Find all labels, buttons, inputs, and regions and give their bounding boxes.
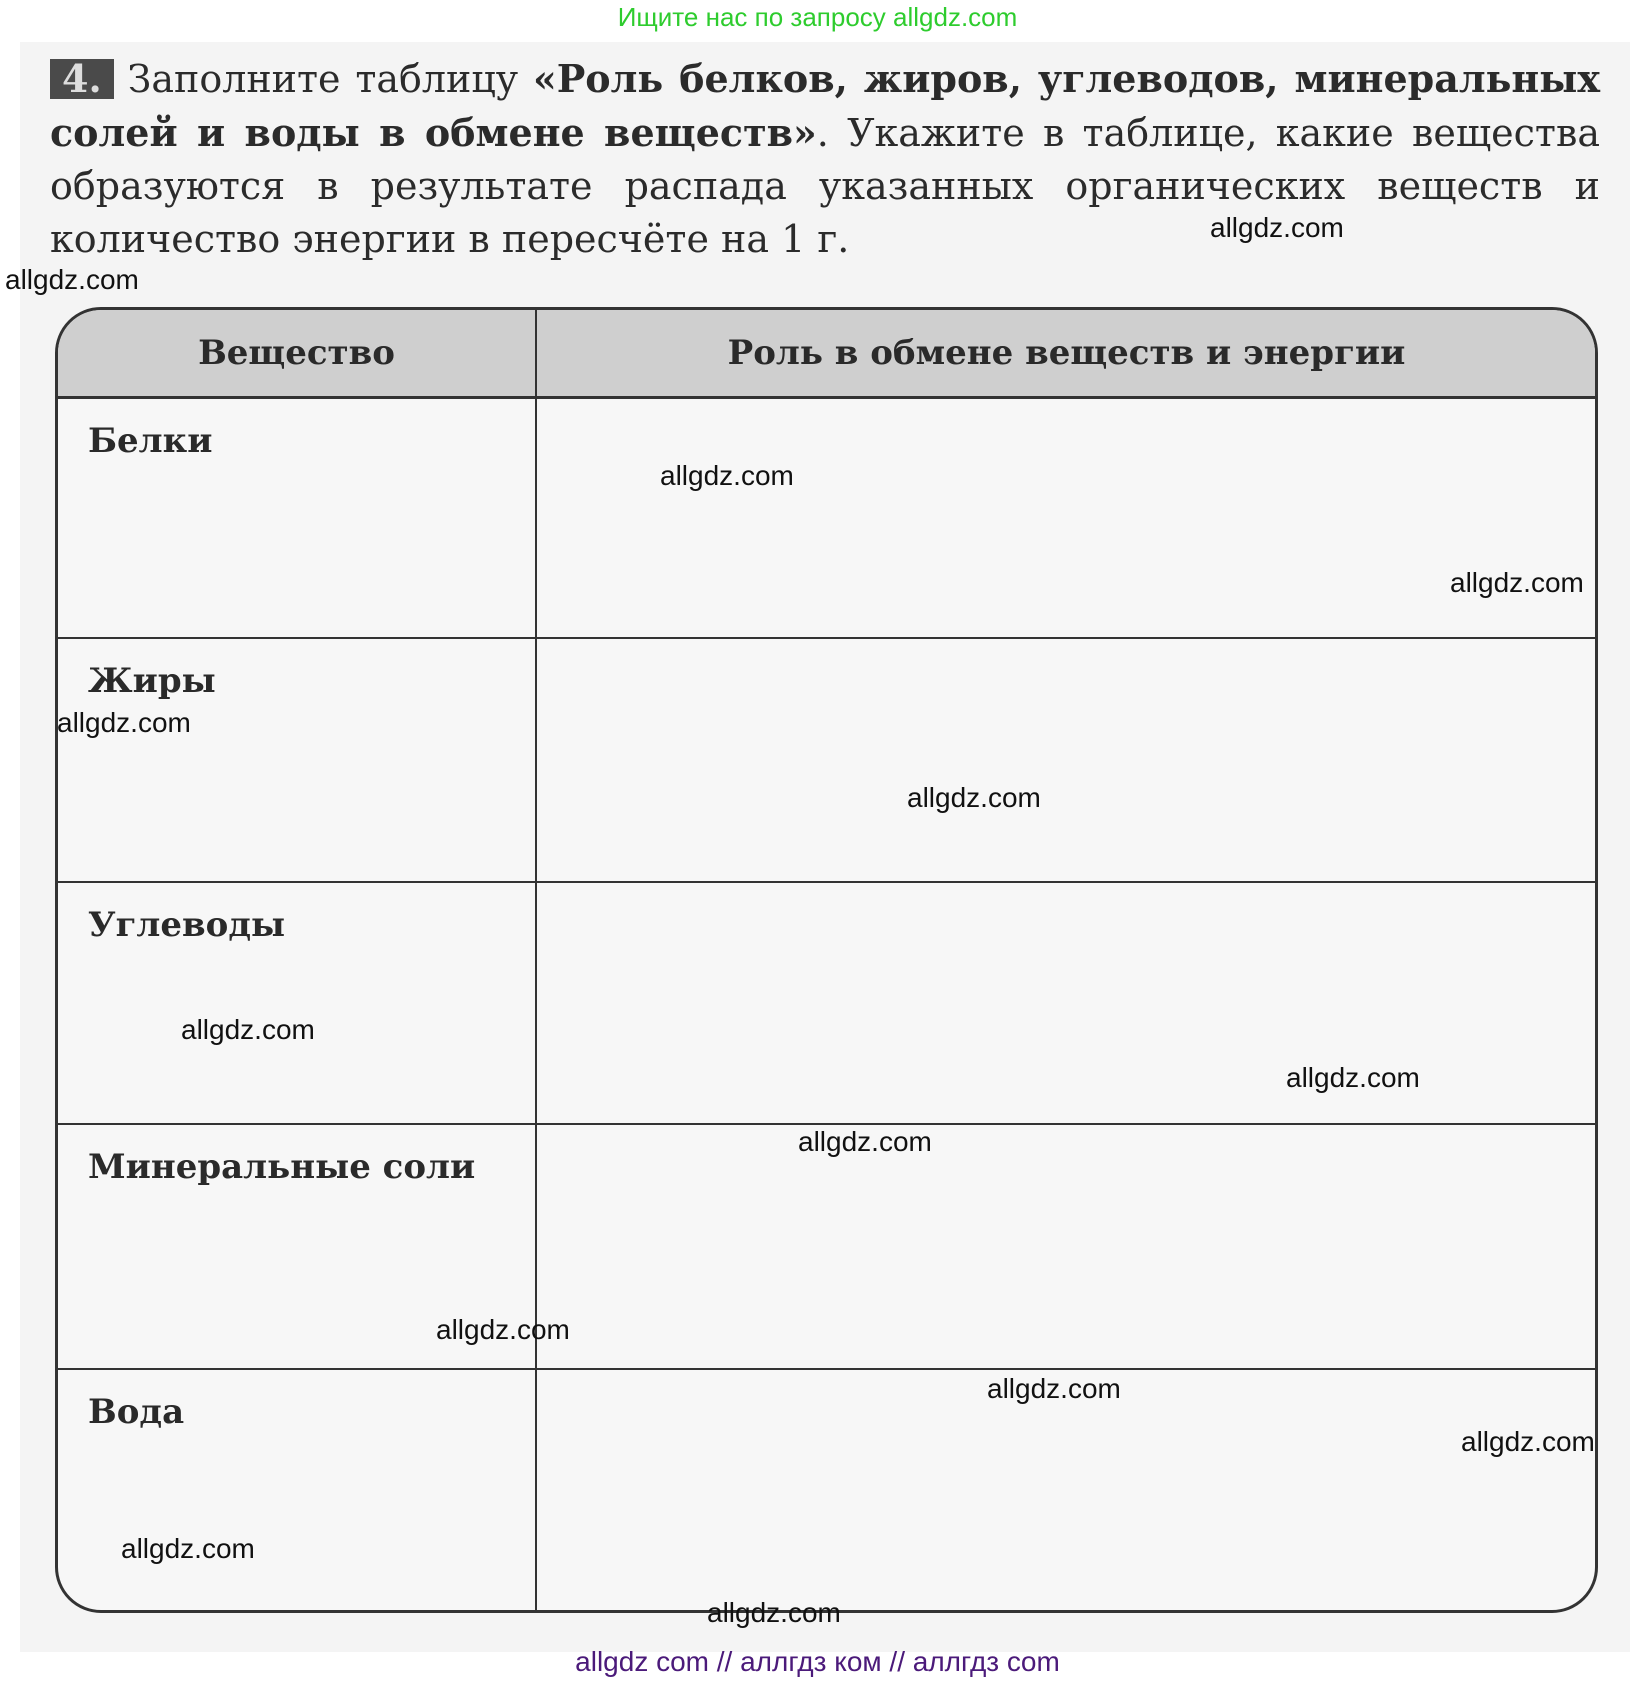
watermark: allgdz.com [907, 782, 1041, 813]
watermark: allgdz.com [798, 1126, 932, 1157]
substance-cell: Жиры [88, 661, 216, 701]
table-row [58, 639, 1595, 883]
task-number: 4. [50, 59, 114, 99]
watermark: allgdz.com [181, 1014, 315, 1045]
watermark: allgdz.com [57, 707, 191, 738]
watermark: allgdz.com [1461, 1426, 1595, 1457]
footer-watermark: allgdz com // аллгдз ком // аллгдз com [575, 1646, 1060, 1677]
watermark: allgdz.com [987, 1373, 1121, 1404]
substance-cell: Углеводы [88, 905, 286, 945]
task-instructions: . Укажите в таблице, какие вещества образуются в результате распада указанных органических веществ и количество энергии в пересчёте на 1 г. [50, 111, 1601, 261]
watermark: allgdz.com [436, 1314, 570, 1345]
column-divider [535, 310, 537, 1610]
search-hint-banner: Ищите нас по запросу allgdz.com [617, 2, 1018, 32]
substance-cell: Вода [88, 1392, 185, 1432]
watermark: allgdz.com [1450, 567, 1584, 598]
header-role: Роль в обмене веществ и энергии [727, 333, 1406, 373]
answer-table [55, 307, 1598, 1613]
task-text [50, 52, 1600, 266]
table-header [58, 310, 1595, 399]
watermark: allgdz.com [121, 1533, 255, 1564]
watermark: allgdz.com [5, 264, 139, 295]
table-row [58, 399, 1595, 639]
watermark: allgdz.com [707, 1597, 841, 1628]
header-substance: Вещество [198, 333, 395, 373]
table-row [58, 1125, 1595, 1370]
watermark: allgdz.com [1210, 212, 1344, 243]
table-row [58, 1370, 1595, 1613]
watermark: allgdz.com [660, 460, 794, 491]
substance-cell: Белки [88, 421, 213, 461]
task-intro: Заполните таблицу [127, 57, 533, 101]
task-table-title: «Роль белков, жиров, углеводов, минеральных солей и воды в обмене веществ» [50, 56, 1600, 155]
substance-cell: Минеральные соли [88, 1147, 476, 1187]
watermark: allgdz.com [1286, 1062, 1420, 1093]
